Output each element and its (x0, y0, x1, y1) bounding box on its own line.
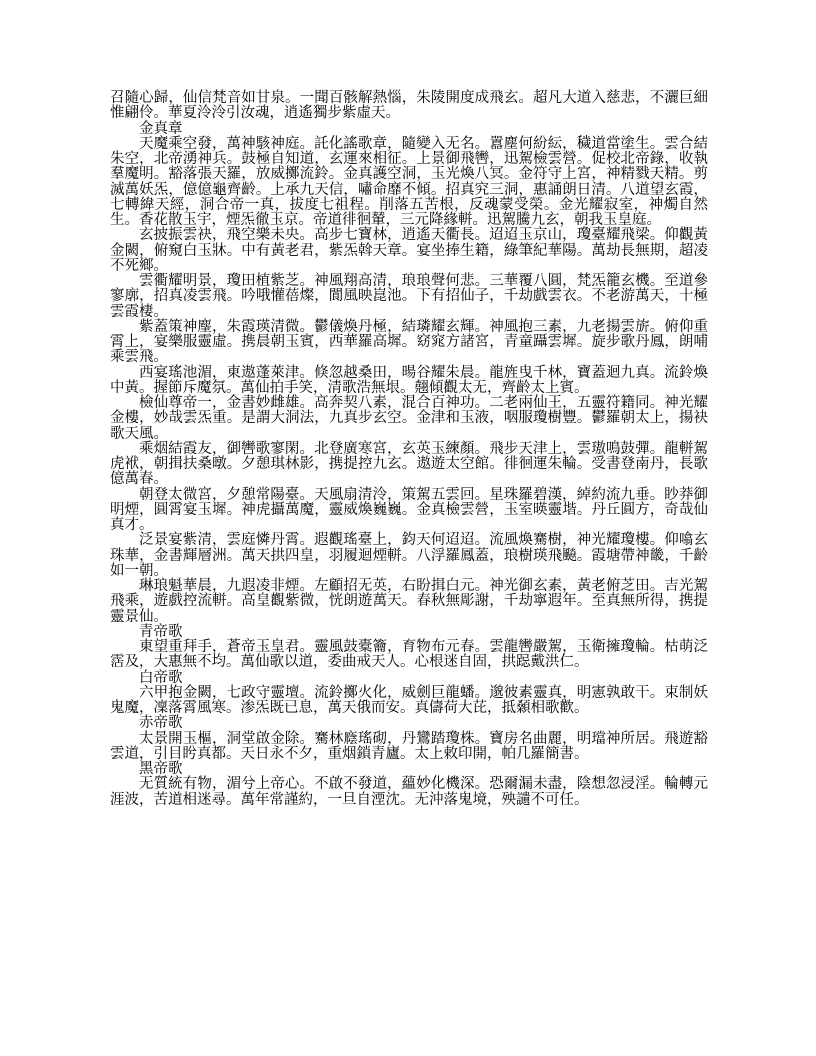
paragraph: 六甲抱金闕，七政守靈壇。流鈴擲火化，威劍巨龍蟠。邈彼素靈真，明憲孰敢干。束制妖鬼魔，凜落霄風寒。渗炁既已息，萬天俄而安。真儔荷大芘，抵顙相歌歡。 (110, 684, 708, 716)
paragraph: 朝登太微宮，夕憩常陽臺。天風扇清泠，策駕五雲回。星珠羅碧漢，綽約流九垂。眇莽御明煙，圓霄宴玉墀。神虎攝萬魔，靈威煥巍巍。金真檢雲營，玉室暎靈堦。丹丘圓方，奇哉仙真才。 (110, 486, 708, 533)
paragraph: 玄披振雲袂，飛空樂未央。高步七寶林，逍遙天衢長。迢迢玉京山，瓊臺耀飛梁。仰觀黃金闕，俯窺白玉牀。中有黃老君，紫炁斡天章。宴坐捧生籍，綠筆紀華陽。萬劫長無期，超凌不死鄉。 (110, 227, 708, 274)
paragraph: 泛景宴紫清，雲庭憐丹霄。遐觀瑤臺上，鈞天何迢迢。流風煥騫樹，神光耀瓊樓。仰噏玄珠華，金書輝層洲。萬天拱四皇，羽履迴煙軿。八浮羅鳳蓋，琅樹瑛飛飈。霞塘帶神畿，千齡如一朝。 (110, 532, 708, 579)
section-heading: 青帝歌 (139, 623, 183, 640)
document-text (110, 91, 708, 808)
section-heading: 金真章 (139, 120, 183, 137)
paragraph: 東望重拜手，蒼帝玉皇君。靈風鼓橐籥，育物布元春。雲龍轡嚴駕，玉衛擁瓊輪。枯萌泛霑及，大惠無不均。萬仙歌以道，委曲戒天人。心根迷自固，拱跽戴洪仁。 (110, 639, 708, 671)
paragraph: 琳琅魁華晨，九遐凌非煙。左顧招无英，右盼揖白元。神光御玄素，黃老俯芝田。吉光駕飛乘，遊戲控流軿。高皇觀紫微，恍朗遊萬天。春秋無彫謝，千劫寧遐年。至真無所得，携提靈景仙。 (110, 578, 708, 625)
paragraph: 檢仙尊帝一，金書妙雌雄。高奔契八素，混合百神功。二老兩仙王，五靈符籍同。神光耀金樓，妙哉雲炁重。是謂大洞法，九真步玄空。金津和玉液，咽服瓊樹豐。鬱羅朝太上，揚袂歌天風。 (110, 395, 708, 442)
paragraph: 无質統有物，湄兮上帝心。不啟不發道，蘊妙化機深。恐爾漏未盡，陰想忽浸淫。輪轉元涯波，苦道相迷尋。萬年常謹約，一旦自湮沈。无沖落鬼境，殃讉不可任。 (110, 776, 708, 808)
paragraph: 天魔乘空發，萬神駭神庭。託化謠歌章，隨變入无名。囂塵何紛紜，穢道當塗生。雲合結朱空，北帝湧神兵。鼓極自知道，玄運來相征。上景御飛轡，迅駕檢雲營。促校北帝錄，收執羣魔明。豁落張天羅，放威擲流鈴。金真護空洞，玉光煥八冥。金符守上宮，神精戮天精。剪滅萬妖炁，億億龜齊齡。上承九天信，嘯命靡不傾。招真究三洞，惠誦朗日清。八道望玄霞，七轉緯天經，洞合帝一真，拔度七祖程。削落五苦根，反魂蒙受榮。金光耀寂室，神燭自然生。香花散玉宇，煙炁徹玉京。帝道徘徊輦，三元降緣軿。迅駕騰九玄，朝我玉皇庭。 (110, 135, 708, 228)
section-heading: 白帝歌 (139, 669, 183, 686)
paragraph: 西宴瑤池湄，東遨蓬萊津。倏忽越桑田，暘谷耀朱晨。龍旌曳千林，寶蓋迴九真。流鈴煥中黃。握節斥魔氛。萬仙拍手笑，清歌浩無垠。翹傾觀太无，齊齡太上賓。 (110, 364, 708, 396)
section-heading: 赤帝歌 (139, 715, 183, 732)
paragraph: 乘烟結霞友，御轡歌寥閑。北登廣寒宮，玄英玉練顏。飛步天津上，雲璈鳴鼓彈。龍軿駕虎袱，朝揖扶桑暾。夕憩琪林影，携提控九玄。遨遊太空館。徘徊運朱輪。受書登南丹，長歌億萬春。 (110, 440, 708, 488)
section-heading: 黑帝歌 (139, 761, 183, 777)
continuation-paragraph: 召隨心歸，仙信梵音如甘泉。一聞百骸解熱惱，朱陵開度成飛玄。超凡大道入慈悲，不灑巨細惟翩伶。華夏泠泠引汝魂，逍遙獨步紫虛天。 (110, 90, 708, 122)
paragraph: 雲衢耀明景，瓊田植紫芝。神風翔高清，琅琅聲何悲。三華覆八圓，梵炁籠玄機。至道參寥廓，招真凌雲飛。吟哦懽蓓燦，閬風映崑池。下有招仙子，千劫戲雲衣。不老游萬天，十極雲霞棲。 (110, 273, 708, 320)
paragraph: 紫蓋策神麈，朱霞瑛清微。鬱儀煥丹極，結璘耀玄輝。神風抱三素，九老揚雲旂。俯仰重霄上，宴樂服靈虛。携晨朝玉賓，西華羅高墀。窈窕方諸宮，青童躡雲墀。旋步歌丹鳳，朗哺乘雲飛。 (110, 318, 708, 366)
paragraph: 太景開玉樞，洞堂啟金除。騫林廕瑤砌，丹鸞踏瓊株。寶房名曲麗，明璫神所居。飛遊豁雲道，引目盻真都。天日永不夕，重烟鎖青廬。太上敕印開，帕几羅簡書。 (110, 730, 708, 762)
